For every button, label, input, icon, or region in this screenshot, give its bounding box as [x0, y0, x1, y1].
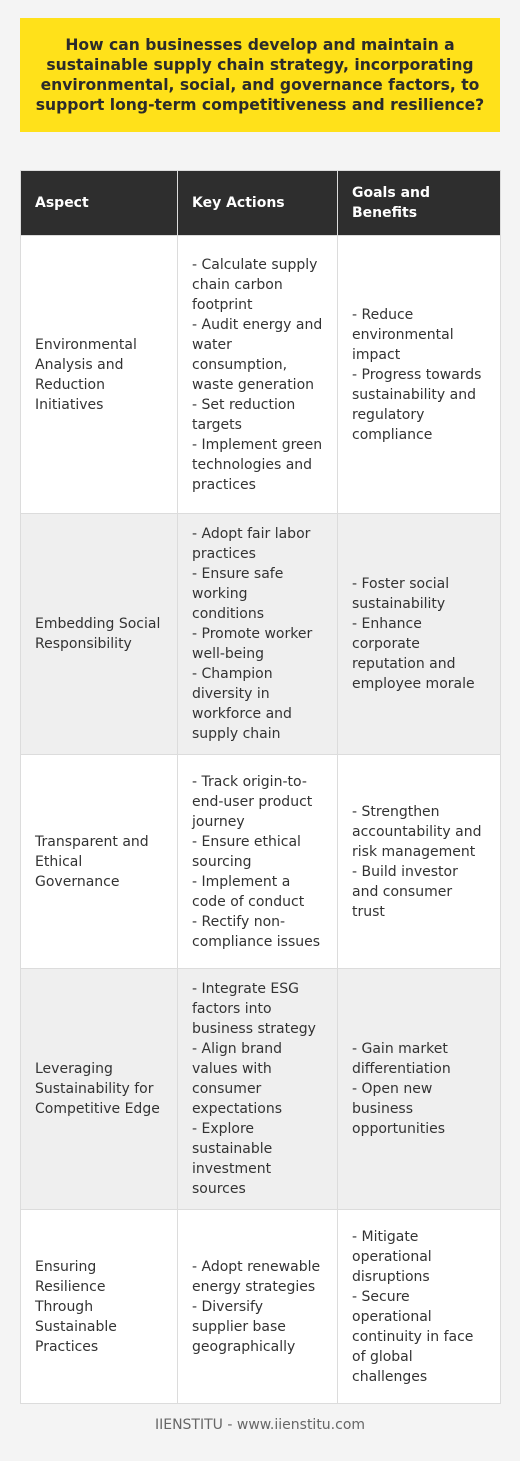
goals-cell	[338, 755, 501, 969]
goal-item: - Enhance corporate reputation and employee morale	[352, 616, 475, 692]
action-item: - Set reduction targets	[192, 396, 296, 433]
table-row	[21, 514, 501, 755]
header-aspect: Aspect	[21, 171, 178, 236]
header-key-actions: Key Actions	[178, 171, 338, 236]
table-row	[21, 969, 501, 1210]
actions-cell	[178, 514, 338, 755]
actions-cell	[178, 755, 338, 969]
goals-cell	[338, 514, 501, 755]
goal-item: - Build investor and consumer trust	[352, 863, 458, 920]
goals-cell	[338, 236, 501, 514]
action-item: - Ensure ethical sourcing	[192, 833, 301, 870]
action-item: - Integrate ESG factors into business strategy	[192, 981, 316, 1037]
goal-item: - Secure operational continuity in face of global challenges	[352, 1288, 474, 1385]
action-item: - Champion diversity in workforce and supply chain	[192, 666, 292, 742]
action-item: - Audit energy and water consumption, waste generation	[192, 316, 323, 393]
action-item: - Diversify supplier base geographically	[192, 1298, 296, 1355]
action-item: - Adopt renewable energy strategies	[192, 1258, 321, 1295]
goal-item: - Mitigate operational disruptions	[352, 1228, 432, 1285]
action-item: - Promote worker well-being	[192, 626, 313, 662]
action-item: - Track origin-to-end-user product journey	[192, 773, 313, 830]
esg-strategy-table	[20, 170, 501, 1404]
action-item: - Calculate supply chain carbon footprint	[192, 256, 318, 313]
table-row	[21, 1210, 501, 1404]
question-banner	[20, 18, 500, 132]
goal-item: - Open new business opportunities	[352, 1081, 446, 1137]
goal-item: - Strengthen accountability and risk management	[352, 803, 482, 860]
goal-item: - Gain market differentiation	[352, 1041, 451, 1077]
goal-item: - Foster social sustainability	[352, 576, 450, 612]
table-row	[21, 236, 501, 514]
aspect-cell: Leveraging Sustainability for Competitive Edge	[21, 969, 178, 1210]
aspect-cell: Environmental Analysis and Reduction Initiatives	[21, 236, 178, 514]
action-item: - Ensure safe working conditions	[192, 566, 284, 622]
action-item: - Explore sustainable investment sources	[192, 1121, 273, 1197]
header-goals-benefits: Goals and Benefits	[338, 171, 501, 236]
action-item: - Rectify non-compliance issues	[192, 913, 321, 950]
footer-credit: IIENSTITU - www.iienstitu.com	[154, 1417, 366, 1433]
goals-cell	[338, 1210, 501, 1404]
aspect-cell: Embedding Social Responsibility	[21, 514, 178, 755]
actions-cell	[178, 236, 338, 514]
goal-item: - Reduce environmental impact	[352, 306, 454, 363]
action-item: - Implement green technologies and practices	[192, 436, 323, 493]
table-header-row	[21, 171, 501, 236]
aspect-cell: Transparent and Ethical Governance	[21, 755, 178, 969]
goals-cell	[338, 969, 501, 1210]
question-title: How can businesses develop and maintain a sustainable supply chain strategy, incorporating environmental, social, and governance factors, to support long-term competitiveness and resilience?	[35, 36, 485, 114]
aspect-cell: Ensuring Resilience Through Sustainable Practices	[21, 1210, 178, 1404]
actions-cell	[178, 1210, 338, 1404]
action-item: - Adopt fair labor practices	[192, 526, 311, 562]
goal-item: - Progress towards sustainability and regulatory compliance	[352, 366, 482, 443]
actions-cell	[178, 969, 338, 1210]
action-item: - Implement a code of conduct	[192, 873, 305, 910]
table-row	[21, 755, 501, 969]
action-item: - Align brand values with consumer expectations	[192, 1041, 283, 1117]
